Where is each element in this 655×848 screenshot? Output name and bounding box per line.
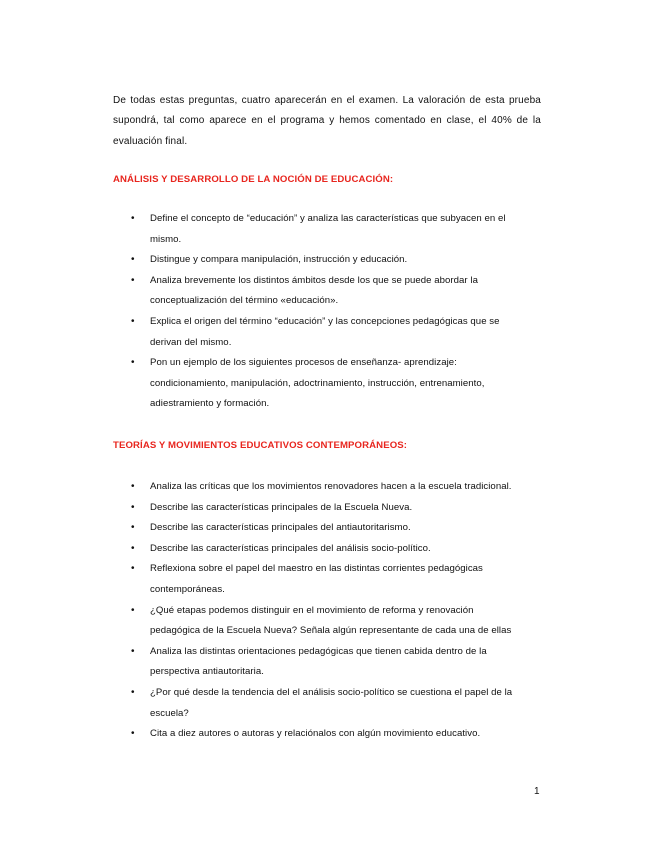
bullet-icon: • — [131, 728, 135, 740]
list-item — [0, 498, 512, 519]
question-list-teorias — [0, 477, 512, 745]
question-text: derivan del mismo. — [150, 336, 232, 348]
list-item — [0, 724, 512, 745]
bullet-icon: • — [131, 315, 135, 327]
list-item — [0, 477, 512, 498]
question-text: Analiza brevemente los distintos ámbitos desde los que se puede abordar la — [150, 274, 478, 286]
question-text: ¿Por qué desde la tendencia del el análisis socio-político se cuestiona el papel de la — [150, 686, 513, 698]
bullet-icon: • — [131, 274, 135, 286]
list-item — [0, 559, 512, 600]
list-item — [0, 642, 512, 683]
bullet-icon: • — [131, 501, 135, 513]
list-item — [0, 209, 506, 250]
question-list-educacion — [0, 209, 506, 415]
bullet-icon: • — [131, 357, 135, 369]
question-text: mismo. — [150, 233, 182, 245]
list-item — [0, 601, 512, 642]
bullet-icon: • — [131, 213, 135, 224]
question-text: Pon un ejemplo de los siguientes procesos de enseñanza- aprendizaje: — [150, 357, 457, 369]
question-text: Cita a diez autores o autoras y relaciónalos con algún movimiento educativo. — [150, 728, 481, 740]
list-item — [0, 353, 506, 415]
question-text: condicionamiento, manipulación, adoctrinamiento, instrucción, entrenamiento, — [150, 377, 485, 389]
question-text: contemporáneas. — [150, 583, 225, 595]
question-text: Define el concepto de “educación” y analiza las características que subyacen en el — [150, 213, 506, 224]
list-item — [0, 683, 512, 724]
bullet-icon: • — [131, 542, 135, 554]
question-text: adiestramiento y formación. — [150, 398, 270, 410]
bullet-icon: • — [131, 481, 135, 492]
question-text: pedagógica de la Escuela Nueva? Señala algún representante de cada una de ellas — [150, 625, 512, 637]
list-item — [0, 539, 512, 560]
list-item — [0, 271, 506, 312]
list-item — [0, 250, 506, 271]
question-text: Analiza las distintas orientaciones pedagógicas que tienen cabida dentro de la — [150, 645, 487, 657]
bullet-icon: • — [131, 563, 135, 575]
question-text: conceptualización del término «educación». — [150, 295, 339, 307]
question-text: Explica el origen del término “educación” y las concepciones pedagógicas que se — [150, 315, 500, 327]
question-text: Describe las características principales del análisis socio-político. — [150, 542, 431, 554]
bullet-icon: • — [131, 522, 135, 534]
bullet-icon: • — [131, 645, 135, 657]
question-text: Reflexiona sobre el papel del maestro en las distintas corrientes pedagógicas — [150, 563, 483, 575]
bullet-icon: • — [131, 686, 135, 698]
bullet-icon: • — [131, 604, 135, 616]
section-heading-educacion: ANÁLISIS Y DESARROLLO DE LA NOCIÓN DE EDUCACIÓN: — [113, 174, 394, 185]
section-heading-teorias: TEORÍAS Y MOVIMIENTOS EDUCATIVOS CONTEMPORÁNEOS: — [113, 440, 408, 451]
list-item — [0, 312, 506, 353]
bullet-icon: • — [131, 254, 135, 266]
page-number: 1 — [534, 786, 540, 797]
question-text: escuela? — [150, 707, 189, 719]
intro-paragraph: De todas estas preguntas, cuatro aparecerán en el examen. La valoración de esta prueba supondrá, tal como aparece en el programa y hemos comentado en clase, el 40% de la evaluación final. — [113, 95, 541, 147]
question-text: Distingue y compara manipulación, instrucción y educación. — [150, 254, 408, 266]
question-text: Analiza las críticas que los movimientos renovadores hacen a la escuela tradicional. — [150, 481, 512, 492]
question-text: Describe las características principales de la Escuela Nueva. — [150, 501, 413, 513]
list-item — [0, 518, 512, 539]
question-text: perspectiva antiautoritaria. — [150, 666, 264, 678]
question-text: Describe las características principales del antiautoritarismo. — [150, 522, 411, 534]
question-text: ¿Qué etapas podemos distinguir en el movimiento de reforma y renovación — [150, 604, 474, 616]
